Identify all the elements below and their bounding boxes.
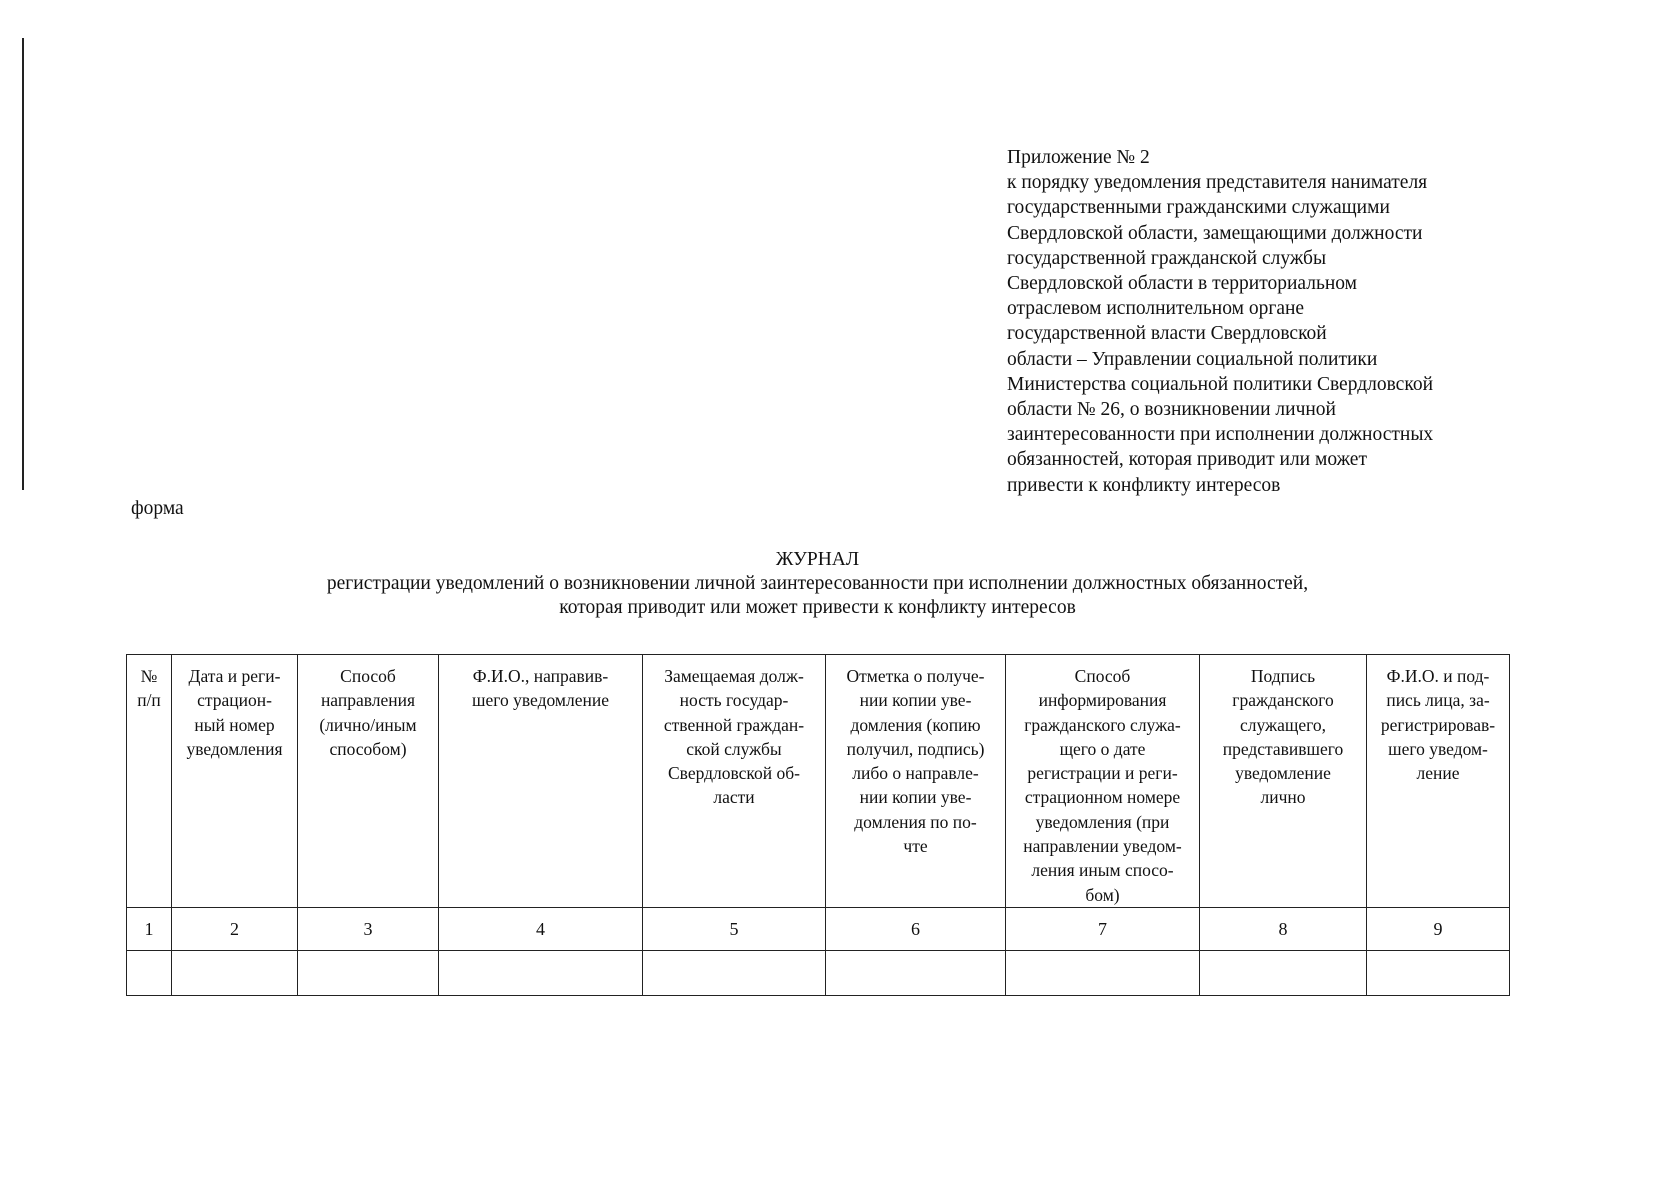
appendix-line: государственными гражданскими служащими: [1007, 197, 1390, 219]
header-line: Ф.И.О. и под-: [1386, 666, 1490, 686]
header-line: нии копии уве-: [859, 690, 972, 711]
appendix-line: отраслевом исполнительном органе: [1007, 298, 1305, 320]
header-cell-informing-method: [1006, 655, 1200, 908]
header-line: нии копии уве-: [859, 787, 972, 808]
header-line: Подпись: [1250, 666, 1316, 686]
header-line: гражданского служа-: [1024, 714, 1181, 735]
header-line: шего уведомление: [472, 690, 609, 711]
header-cell-servant-signature: [1200, 655, 1367, 908]
header-line: страцион-: [197, 690, 272, 711]
header-line: Ф.И.О., направив-: [472, 666, 609, 686]
journal-title-block: [126, 548, 1509, 620]
header-line: Замещаемая долж-: [664, 666, 804, 686]
header-line: Способ: [340, 666, 396, 686]
appendix-line: к порядку уведомления представителя нанимателя: [1007, 172, 1428, 194]
header-line: шего уведом-: [1388, 738, 1488, 759]
column-number-cell: 9: [1367, 908, 1510, 951]
form-label: форма: [131, 498, 184, 519]
header-line: домления (копию: [850, 714, 981, 735]
appendix-line: привести к конфликту интересов: [1007, 474, 1281, 496]
header-cell-position: [643, 655, 826, 908]
column-number-cell: 8: [1200, 908, 1367, 951]
header-line: домления по по-: [854, 811, 977, 832]
header-line: Способ: [1074, 666, 1131, 686]
header-line: п/п: [137, 690, 161, 711]
column-number-cell: 4: [439, 908, 643, 951]
header-line: №: [140, 666, 158, 686]
header-line: пись лица, за-: [1386, 690, 1490, 711]
header-line: информирования: [1038, 690, 1167, 711]
column-number-cell: 2: [172, 908, 298, 951]
column-number-cell: 3: [298, 908, 439, 951]
appendix-line: Свердловской области в территориальном: [1007, 273, 1358, 295]
header-line: ления иным спосо-: [1031, 860, 1174, 881]
header-line: направления: [320, 690, 416, 711]
appendix-line: области – Управлении социальной политики: [1007, 348, 1378, 370]
header-cell-number: [127, 655, 172, 908]
header-line: уведомления: [186, 738, 283, 759]
header-line: бом): [1085, 884, 1120, 905]
header-line: направлении уведом-: [1023, 836, 1182, 857]
header-line: либо о направле-: [852, 763, 979, 784]
header-line: уведомления (при: [1035, 811, 1170, 832]
header-line: чте: [903, 836, 928, 857]
header-cell-sender: [439, 655, 643, 908]
header-cell-method: [298, 655, 439, 908]
header-line: лично: [1260, 787, 1306, 808]
empty-cell: [172, 951, 298, 996]
empty-cell: [1200, 951, 1367, 996]
appendix-line: Приложение № 2: [1007, 147, 1150, 168]
appendix-line: области № 26, о возникновении личной: [1007, 399, 1336, 421]
empty-cell: [643, 951, 826, 996]
column-number-cell: 5: [643, 908, 826, 951]
header-line: Отметка о получе-: [846, 666, 985, 686]
header-line: ственной граждан-: [663, 714, 805, 735]
header-line: ный номер: [194, 714, 275, 735]
header-line: представившего: [1222, 738, 1344, 759]
column-number-row: [127, 908, 1510, 951]
header-cell-date: [172, 655, 298, 908]
header-line: щего о дате: [1059, 738, 1146, 759]
appendix-line: Министерства социальной политики Свердловской: [1007, 373, 1434, 395]
journal-heading: ЖУРНАЛ: [775, 549, 860, 570]
header-line: ление: [1416, 763, 1460, 784]
header-line: получил, подпись): [846, 738, 985, 759]
header-line: регистрации и реги-: [1027, 763, 1178, 784]
appendix-line: государственной власти Свердловской: [1007, 323, 1327, 345]
empty-cell: [826, 951, 1006, 996]
header-line: гражданского: [1232, 690, 1334, 711]
table-header-row: [127, 655, 1510, 908]
header-line: способом): [329, 738, 407, 759]
header-cell-registrar: [1367, 655, 1510, 908]
empty-cell: [1367, 951, 1510, 996]
header-line: (лично/иным: [319, 714, 417, 735]
empty-cell: [1006, 951, 1200, 996]
journal-table: [126, 654, 1510, 996]
empty-cell: [298, 951, 439, 996]
appendix-line: государственной гражданской службы: [1007, 247, 1327, 269]
empty-cell: [439, 951, 643, 996]
header-cell-copy-mark: [826, 655, 1006, 908]
column-number-cell: 6: [826, 908, 1006, 951]
header-line: ской службы: [686, 738, 782, 759]
header-line: страционном номере: [1024, 787, 1181, 808]
appendix-line: заинтересованности при исполнении должностных: [1007, 424, 1434, 446]
empty-cell: [127, 951, 172, 996]
header-line: ность государ-: [679, 690, 789, 711]
header-line: регистрировав-: [1380, 714, 1496, 735]
header-line: Свердловской об-: [667, 763, 801, 784]
column-number-cell: 7: [1006, 908, 1200, 951]
header-line: уведомление: [1235, 763, 1331, 784]
appendix-line: обязанностей, которая приводит или может: [1007, 449, 1367, 471]
margin-line: [22, 38, 24, 490]
header-line: служащего,: [1240, 714, 1326, 735]
empty-entry-row: [127, 951, 1510, 996]
journal-subtitle-line2: которая приводит или может привести к конфликту интересов: [559, 597, 1076, 618]
header-line: Дата и реги-: [188, 666, 281, 686]
journal-subtitle-line1: регистрации уведомлений о возникновении личной заинтересованности при исполнении должностных обязанностей,: [326, 573, 1309, 594]
appendix-line: Свердловской области, замещающими должности: [1007, 222, 1423, 244]
column-number-cell: 1: [127, 908, 172, 951]
appendix-block: [1007, 145, 1547, 498]
header-line: ласти: [713, 787, 755, 808]
